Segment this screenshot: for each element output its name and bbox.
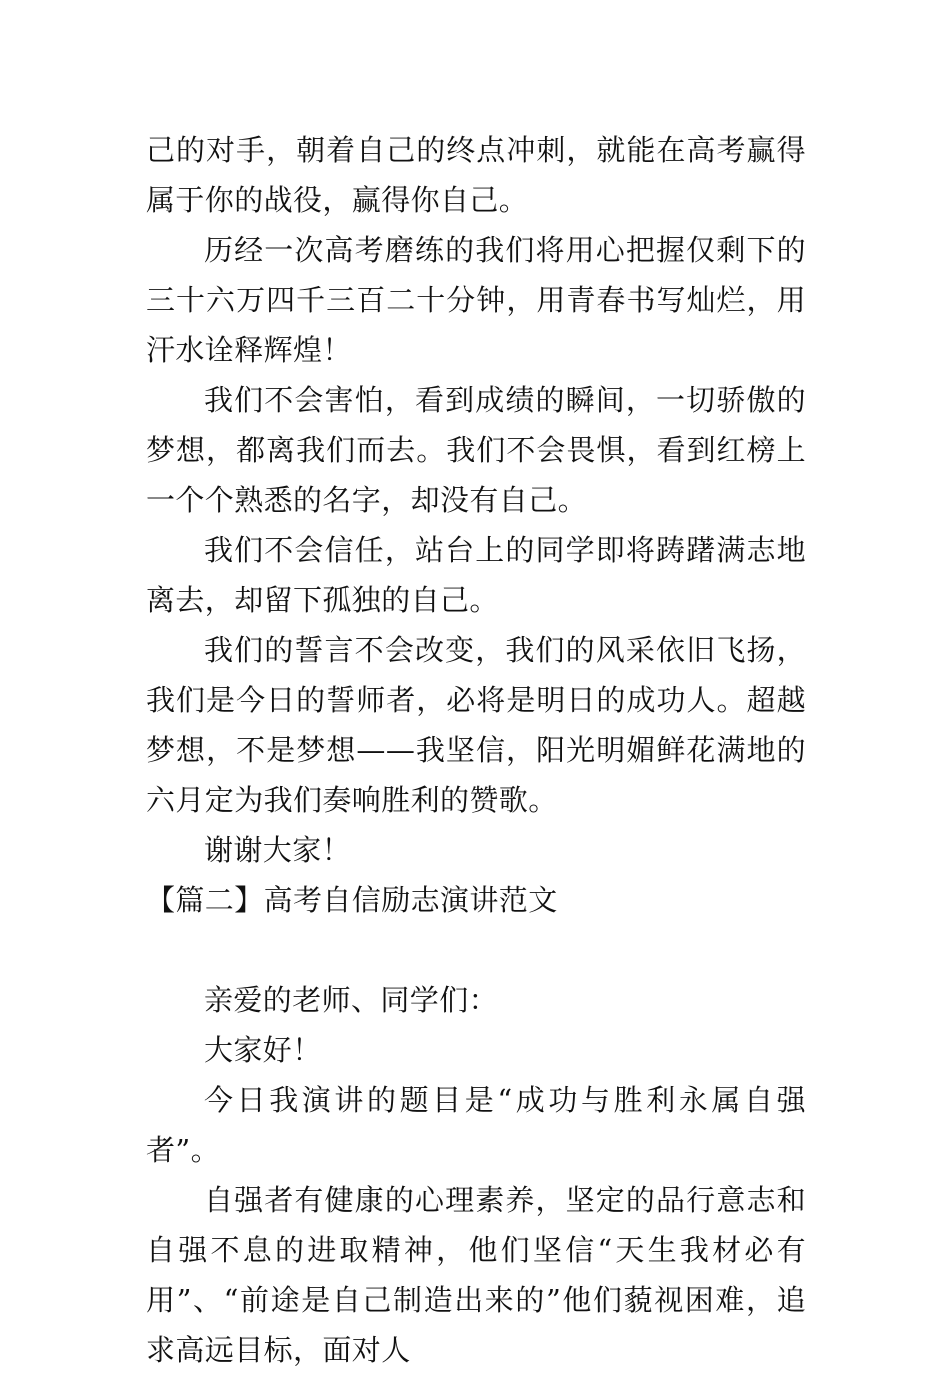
paragraph-3: 我们不会害怕，看到成绩的瞬间，一切骄傲的梦想，都离我们而去。我们不会畏惧，看到红榜上一个个熟悉的名字，却没有自己。: [146, 383, 806, 517]
document-body: [146, 125, 806, 1375]
paragraph-7: 亲爱的老师、同学们：: [204, 983, 499, 1017]
paragraph-4: 我们不会信任，站台上的同学即将踌躇满志地离去，却留下孤独的自己。: [146, 533, 806, 617]
section-heading: 【篇二】高考自信励志演讲范文: [146, 883, 558, 917]
paragraph-8: 大家好！: [204, 1033, 322, 1067]
paragraph-1: 己的对手，朝着自己的终点冲刺，就能在高考赢得属于你的战役，赢得你自己。: [146, 133, 806, 217]
paragraph-6: 谢谢大家！: [204, 833, 352, 867]
section-spacer: [146, 925, 806, 975]
paragraph-2: 历经一次高考磨练的我们将用心把握仅剩下的三十六万四千三百二十分钟，用青春书写灿烂，用汗水诠释辉煌！: [146, 233, 806, 367]
paragraph-10: 自强者有健康的心理素养，坚定的品行意志和自强不息的进取精神，他们坚信“天生我材必有用”、“前途是自己制造出来的”他们藐视困难，追求高远目标，面对人: [146, 1183, 806, 1367]
paragraph-9: 今日我演讲的题目是“成功与胜利永属自强者”。: [146, 1083, 806, 1167]
paragraph-5: 我们的誓言不会改变，我们的风采依旧飞扬，我们是今日的誓师者，必将是明日的成功人。超越梦想，不是梦想——我坚信，阳光明媚鲜花满地的六月定为我们奏响胜利的赞歌。: [146, 633, 806, 817]
